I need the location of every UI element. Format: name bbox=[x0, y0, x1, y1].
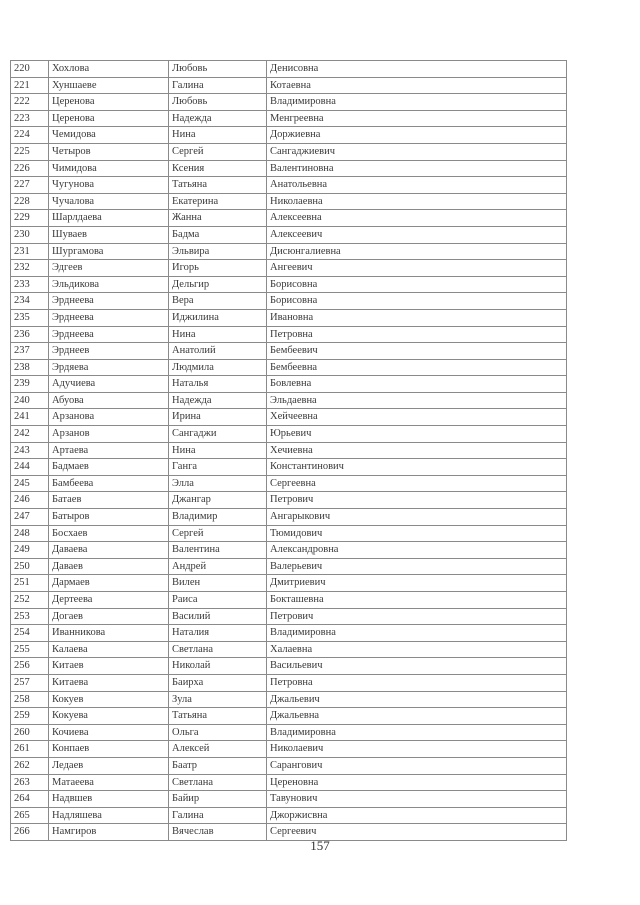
first-name-cell: Раиса bbox=[169, 592, 267, 609]
patronymic-cell: Бембеевич bbox=[267, 343, 567, 360]
patronymic-cell: Джальевич bbox=[267, 691, 567, 708]
table-row bbox=[11, 376, 567, 393]
first-name-cell: Сергей bbox=[169, 525, 267, 542]
last-name-cell: Арзанова bbox=[49, 409, 169, 426]
first-name-cell: Баирха bbox=[169, 674, 267, 691]
table-row bbox=[11, 757, 567, 774]
patronymic-cell: Юрьевич bbox=[267, 426, 567, 443]
last-name-cell: Хуншаеве bbox=[49, 77, 169, 94]
table-row bbox=[11, 61, 567, 78]
patronymic-cell: Борисовна bbox=[267, 276, 567, 293]
patronymic-cell: Сарангович bbox=[267, 757, 567, 774]
row-number-cell: 238 bbox=[11, 359, 49, 376]
patronymic-cell: Ангеевич bbox=[267, 260, 567, 277]
first-name-cell: Сангаджи bbox=[169, 426, 267, 443]
last-name-cell: Батаев bbox=[49, 492, 169, 509]
first-name-cell: Андрей bbox=[169, 558, 267, 575]
row-number-cell: 227 bbox=[11, 177, 49, 194]
table-row bbox=[11, 741, 567, 758]
row-number-cell: 220 bbox=[11, 61, 49, 78]
patronymic-cell: Хечиевна bbox=[267, 442, 567, 459]
row-number-cell: 246 bbox=[11, 492, 49, 509]
first-name-cell: Валентина bbox=[169, 542, 267, 559]
last-name-cell: Бамбеева bbox=[49, 475, 169, 492]
patronymic-cell: Петрович bbox=[267, 608, 567, 625]
patronymic-cell: Петровна bbox=[267, 674, 567, 691]
first-name-cell: Дельгир bbox=[169, 276, 267, 293]
first-name-cell: Галина bbox=[169, 77, 267, 94]
row-number-cell: 240 bbox=[11, 392, 49, 409]
first-name-cell: Светлана bbox=[169, 641, 267, 658]
last-name-cell: Намгиров bbox=[49, 824, 169, 841]
patronymic-cell: Сергеевна bbox=[267, 475, 567, 492]
last-name-cell: Адучиева bbox=[49, 376, 169, 393]
row-number-cell: 243 bbox=[11, 442, 49, 459]
last-name-cell: Даваев bbox=[49, 558, 169, 575]
table-row bbox=[11, 442, 567, 459]
patronymic-cell: Сангаджиевич bbox=[267, 143, 567, 160]
table-row bbox=[11, 392, 567, 409]
patronymic-cell: Александровна bbox=[267, 542, 567, 559]
patronymic-cell: Эльдаевна bbox=[267, 392, 567, 409]
last-name-cell: Церенова bbox=[49, 94, 169, 111]
last-name-cell: Абуова bbox=[49, 392, 169, 409]
row-number-cell: 260 bbox=[11, 724, 49, 741]
patronymic-cell: Алексеевна bbox=[267, 210, 567, 227]
patronymic-cell: Хейчеевна bbox=[267, 409, 567, 426]
table-row bbox=[11, 260, 567, 277]
first-name-cell: Вера bbox=[169, 293, 267, 310]
row-number-cell: 242 bbox=[11, 426, 49, 443]
last-name-cell: Эрднеева bbox=[49, 326, 169, 343]
table-row bbox=[11, 94, 567, 111]
last-name-cell: Эльдикова bbox=[49, 276, 169, 293]
first-name-cell: Вилен bbox=[169, 575, 267, 592]
last-name-cell: Конпаев bbox=[49, 741, 169, 758]
row-number-cell: 259 bbox=[11, 708, 49, 725]
first-name-cell: Ксения bbox=[169, 160, 267, 177]
row-number-cell: 231 bbox=[11, 243, 49, 260]
first-name-cell: Василий bbox=[169, 608, 267, 625]
row-number-cell: 221 bbox=[11, 77, 49, 94]
table-row bbox=[11, 724, 567, 741]
table-row bbox=[11, 492, 567, 509]
first-name-cell: Николай bbox=[169, 658, 267, 675]
last-name-cell: Дармаев bbox=[49, 575, 169, 592]
row-number-cell: 229 bbox=[11, 210, 49, 227]
table-row bbox=[11, 608, 567, 625]
table-row bbox=[11, 77, 567, 94]
first-name-cell: Алексей bbox=[169, 741, 267, 758]
patronymic-cell: Николаевна bbox=[267, 193, 567, 210]
patronymic-cell: Халаевна bbox=[267, 641, 567, 658]
first-name-cell: Татьяна bbox=[169, 708, 267, 725]
table-row bbox=[11, 558, 567, 575]
last-name-cell: Эрдяева bbox=[49, 359, 169, 376]
row-number-cell: 244 bbox=[11, 459, 49, 476]
last-name-cell: Даваева bbox=[49, 542, 169, 559]
row-number-cell: 228 bbox=[11, 193, 49, 210]
first-name-cell: Вячеслав bbox=[169, 824, 267, 841]
first-name-cell: Нина bbox=[169, 326, 267, 343]
page-number: 157 bbox=[310, 838, 330, 853]
first-name-cell: Эльвира bbox=[169, 243, 267, 260]
first-name-cell: Надежда bbox=[169, 392, 267, 409]
row-number-cell: 236 bbox=[11, 326, 49, 343]
last-name-cell: Артаева bbox=[49, 442, 169, 459]
last-name-cell: Хохлова bbox=[49, 61, 169, 78]
patronymic-cell: Константинович bbox=[267, 459, 567, 476]
first-name-cell: Ольга bbox=[169, 724, 267, 741]
table-row bbox=[11, 193, 567, 210]
first-name-cell: Любовь bbox=[169, 61, 267, 78]
last-name-cell: Надвшев bbox=[49, 791, 169, 808]
patronymic-cell: Тюмидович bbox=[267, 525, 567, 542]
first-name-cell: Екатерина bbox=[169, 193, 267, 210]
row-number-cell: 264 bbox=[11, 791, 49, 808]
row-number-cell: 241 bbox=[11, 409, 49, 426]
table-row bbox=[11, 226, 567, 243]
last-name-cell: Кокуев bbox=[49, 691, 169, 708]
last-name-cell: Шургамова bbox=[49, 243, 169, 260]
patronymic-cell: Петрович bbox=[267, 492, 567, 509]
last-name-cell: Иванникова bbox=[49, 625, 169, 642]
patronymic-cell: Джоржисвна bbox=[267, 807, 567, 824]
last-name-cell: Эрднеева bbox=[49, 309, 169, 326]
last-name-cell: Чимидова bbox=[49, 160, 169, 177]
last-name-cell: Калаева bbox=[49, 641, 169, 658]
last-name-cell: Чугунова bbox=[49, 177, 169, 194]
row-number-cell: 235 bbox=[11, 309, 49, 326]
patronymic-cell: Петровна bbox=[267, 326, 567, 343]
first-name-cell: Светлана bbox=[169, 774, 267, 791]
last-name-cell: Китаева bbox=[49, 674, 169, 691]
patronymic-cell: Джальевна bbox=[267, 708, 567, 725]
row-number-cell: 266 bbox=[11, 824, 49, 841]
row-number-cell: 226 bbox=[11, 160, 49, 177]
table-row bbox=[11, 774, 567, 791]
first-name-cell: Ирина bbox=[169, 409, 267, 426]
row-number-cell: 255 bbox=[11, 641, 49, 658]
patronymic-cell: Бовлевна bbox=[267, 376, 567, 393]
first-name-cell: Наталия bbox=[169, 625, 267, 642]
first-name-cell: Баатр bbox=[169, 757, 267, 774]
first-name-cell: Жанна bbox=[169, 210, 267, 227]
table-row bbox=[11, 592, 567, 609]
table-row bbox=[11, 658, 567, 675]
last-name-cell: Дертеева bbox=[49, 592, 169, 609]
patronymic-cell: Цереновна bbox=[267, 774, 567, 791]
row-number-cell: 245 bbox=[11, 475, 49, 492]
table-row bbox=[11, 326, 567, 343]
table-row bbox=[11, 525, 567, 542]
table-row bbox=[11, 807, 567, 824]
last-name-cell: Кокуева bbox=[49, 708, 169, 725]
last-name-cell: Босхаев bbox=[49, 525, 169, 542]
first-name-cell: Игорь bbox=[169, 260, 267, 277]
last-name-cell: Китаев bbox=[49, 658, 169, 675]
patronymic-cell: Васильевич bbox=[267, 658, 567, 675]
row-number-cell: 251 bbox=[11, 575, 49, 592]
row-number-cell: 224 bbox=[11, 127, 49, 144]
table-row bbox=[11, 309, 567, 326]
last-name-cell: Эрднеева bbox=[49, 293, 169, 310]
row-number-cell: 237 bbox=[11, 343, 49, 360]
table-row bbox=[11, 691, 567, 708]
row-number-cell: 263 bbox=[11, 774, 49, 791]
table-row bbox=[11, 641, 567, 658]
last-name-cell: Шуваев bbox=[49, 226, 169, 243]
table-row bbox=[11, 177, 567, 194]
patronymic-cell: Валентиновна bbox=[267, 160, 567, 177]
row-number-cell: 230 bbox=[11, 226, 49, 243]
first-name-cell: Надежда bbox=[169, 110, 267, 127]
last-name-cell: Четыров bbox=[49, 143, 169, 160]
row-number-cell: 222 bbox=[11, 94, 49, 111]
first-name-cell: Нина bbox=[169, 127, 267, 144]
table-row bbox=[11, 708, 567, 725]
patronymic-cell: Владимировна bbox=[267, 625, 567, 642]
patronymic-cell: Дисюнгалиевна bbox=[267, 243, 567, 260]
first-name-cell: Элла bbox=[169, 475, 267, 492]
last-name-cell: Чемидова bbox=[49, 127, 169, 144]
first-name-cell: Татьяна bbox=[169, 177, 267, 194]
table-row bbox=[11, 127, 567, 144]
first-name-cell: Наталья bbox=[169, 376, 267, 393]
first-name-cell: Галина bbox=[169, 807, 267, 824]
row-number-cell: 250 bbox=[11, 558, 49, 575]
table-row bbox=[11, 210, 567, 227]
first-name-cell: Нина bbox=[169, 442, 267, 459]
table-row bbox=[11, 143, 567, 160]
patronymic-cell: Борисовна bbox=[267, 293, 567, 310]
patronymic-cell: Сергеевич bbox=[267, 824, 567, 841]
row-number-cell: 252 bbox=[11, 592, 49, 609]
row-number-cell: 253 bbox=[11, 608, 49, 625]
first-name-cell: Бадма bbox=[169, 226, 267, 243]
first-name-cell: Зула bbox=[169, 691, 267, 708]
first-name-cell: Джангар bbox=[169, 492, 267, 509]
last-name-cell: Кочиева bbox=[49, 724, 169, 741]
last-name-cell: Ледаев bbox=[49, 757, 169, 774]
table-row bbox=[11, 110, 567, 127]
row-number-cell: 256 bbox=[11, 658, 49, 675]
roster-table bbox=[10, 60, 567, 841]
row-number-cell: 249 bbox=[11, 542, 49, 559]
patronymic-cell: Котаевна bbox=[267, 77, 567, 94]
last-name-cell: Чучалова bbox=[49, 193, 169, 210]
patronymic-cell: Алексеевич bbox=[267, 226, 567, 243]
table-row bbox=[11, 409, 567, 426]
patronymic-cell: Владимировна bbox=[267, 724, 567, 741]
row-number-cell: 234 bbox=[11, 293, 49, 310]
row-number-cell: 257 bbox=[11, 674, 49, 691]
table-row bbox=[11, 791, 567, 808]
first-name-cell: Ганга bbox=[169, 459, 267, 476]
row-number-cell: 262 bbox=[11, 757, 49, 774]
patronymic-cell: Владимировна bbox=[267, 94, 567, 111]
patronymic-cell: Николаевич bbox=[267, 741, 567, 758]
last-name-cell: Эрднеев bbox=[49, 343, 169, 360]
row-number-cell: 239 bbox=[11, 376, 49, 393]
last-name-cell: Батыров bbox=[49, 509, 169, 526]
table-row bbox=[11, 276, 567, 293]
table-row bbox=[11, 625, 567, 642]
patronymic-cell: Бембеевна bbox=[267, 359, 567, 376]
patronymic-cell: Денисовна bbox=[267, 61, 567, 78]
row-number-cell: 254 bbox=[11, 625, 49, 642]
first-name-cell: Анатолий bbox=[169, 343, 267, 360]
table-row bbox=[11, 475, 567, 492]
last-name-cell: Матаеева bbox=[49, 774, 169, 791]
first-name-cell: Владимир bbox=[169, 509, 267, 526]
last-name-cell: Бадмаев bbox=[49, 459, 169, 476]
table-row bbox=[11, 293, 567, 310]
table-row bbox=[11, 542, 567, 559]
row-number-cell: 258 bbox=[11, 691, 49, 708]
row-number-cell: 233 bbox=[11, 276, 49, 293]
last-name-cell: Арзанов bbox=[49, 426, 169, 443]
row-number-cell: 247 bbox=[11, 509, 49, 526]
last-name-cell: Церенова bbox=[49, 110, 169, 127]
patronymic-cell: Доржиевна bbox=[267, 127, 567, 144]
table-row bbox=[11, 575, 567, 592]
row-number-cell: 232 bbox=[11, 260, 49, 277]
table-row bbox=[11, 343, 567, 360]
first-name-cell: Любовь bbox=[169, 94, 267, 111]
patronymic-cell: Ангарыкович bbox=[267, 509, 567, 526]
roster-table-body bbox=[11, 61, 567, 841]
row-number-cell: 248 bbox=[11, 525, 49, 542]
patronymic-cell: Тавунович bbox=[267, 791, 567, 808]
table-row bbox=[11, 674, 567, 691]
last-name-cell: Надляшева bbox=[49, 807, 169, 824]
table-row bbox=[11, 426, 567, 443]
roster-table-container bbox=[10, 60, 566, 841]
patronymic-cell: Ивановна bbox=[267, 309, 567, 326]
last-name-cell: Эдгеев bbox=[49, 260, 169, 277]
last-name-cell: Шарлдаева bbox=[49, 210, 169, 227]
first-name-cell: Людмила bbox=[169, 359, 267, 376]
table-row bbox=[11, 160, 567, 177]
first-name-cell: Байир bbox=[169, 791, 267, 808]
patronymic-cell: Анатольевна bbox=[267, 177, 567, 194]
row-number-cell: 223 bbox=[11, 110, 49, 127]
patronymic-cell: Менгреевна bbox=[267, 110, 567, 127]
first-name-cell: Иджилина bbox=[169, 309, 267, 326]
row-number-cell: 261 bbox=[11, 741, 49, 758]
patronymic-cell: Дмитриевич bbox=[267, 575, 567, 592]
patronymic-cell: Валерьевич bbox=[267, 558, 567, 575]
last-name-cell: Догаев bbox=[49, 608, 169, 625]
table-row bbox=[11, 359, 567, 376]
row-number-cell: 265 bbox=[11, 807, 49, 824]
table-row bbox=[11, 459, 567, 476]
table-row bbox=[11, 243, 567, 260]
patronymic-cell: Бокташевна bbox=[267, 592, 567, 609]
first-name-cell: Сергей bbox=[169, 143, 267, 160]
table-row bbox=[11, 509, 567, 526]
row-number-cell: 225 bbox=[11, 143, 49, 160]
